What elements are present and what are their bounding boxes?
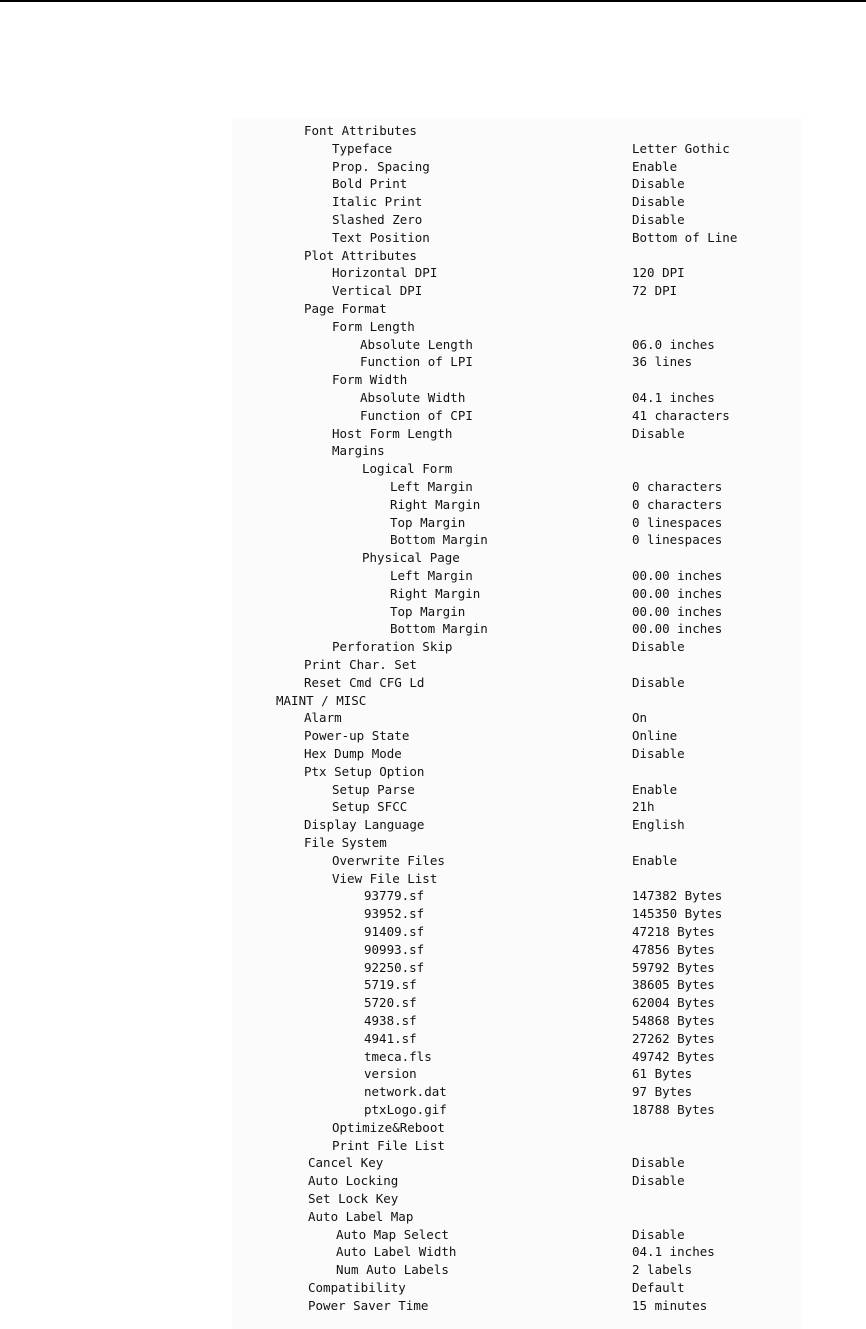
setting-label: Left Margin (390, 568, 473, 583)
setting-value: Enable (632, 852, 678, 868)
setting-value: 00.00 inches (632, 621, 723, 637)
setting-label: Top Margin (390, 603, 466, 619)
setting-value: 36 lines (632, 354, 693, 370)
setting-label: Logical Form (362, 461, 453, 477)
setting-value: 97 Bytes (632, 1084, 693, 1100)
setting-label: Auto Label Map (308, 1208, 414, 1224)
setting-label: File System (304, 835, 387, 850)
setting-value: 00.00 inches (632, 568, 723, 583)
setting-value: 41 characters (632, 407, 730, 423)
setting-value: Bottom of Line (632, 229, 738, 245)
setting-label: 5719.sf (364, 977, 417, 993)
setting-value: Disable (632, 1173, 685, 1189)
setting-label: Print Char. Set (304, 657, 417, 672)
setting-value: Enable (632, 158, 678, 174)
setting-label: Power Saver Time (308, 1297, 429, 1313)
setting-label: 90993.sf (364, 941, 425, 957)
setting-value: 21h (632, 799, 655, 815)
setting-label: Power-up State (304, 728, 410, 744)
setting-label: Italic Print (332, 194, 423, 210)
setting-value: 0 characters (632, 479, 723, 494)
setting-value: 0 linespaces (632, 532, 723, 548)
setting-label: 93779.sf (364, 888, 425, 904)
setting-value: 04.1 inches (632, 1244, 715, 1260)
page-top-rule (0, 0, 866, 2)
setting-label: Form Length (332, 318, 415, 334)
setting-value: Disable (632, 639, 685, 655)
setting-value: Disable (632, 194, 685, 210)
setting-label: Plot Attributes (304, 247, 417, 263)
setting-value: Letter Gothic (632, 140, 730, 156)
setting-value: 120 DPI (632, 265, 685, 281)
setting-label: Page Format (304, 301, 387, 316)
setting-label: Host Form Length (332, 425, 453, 441)
setting-value: Default (632, 1280, 685, 1295)
setting-label: Display Language (304, 817, 425, 833)
setting-label: tmeca.fls (364, 1048, 432, 1064)
setting-label: Function of CPI (360, 407, 473, 423)
setting-value: 72 DPI (632, 283, 678, 299)
setting-label: 4938.sf (364, 1013, 417, 1028)
setting-value: 47218 Bytes (632, 924, 715, 939)
setting-label: Setup SFCC (332, 799, 408, 815)
setting-label: Auto Map Select (336, 1226, 449, 1242)
setting-label: Cancel Key (308, 1155, 384, 1171)
setting-label: Margins (332, 443, 385, 459)
setting-label: Ptx Setup Option (304, 763, 425, 779)
setting-label: Bottom Margin (390, 532, 488, 548)
setting-label: Overwrite Files (332, 852, 445, 868)
setting-label: Bold Print (332, 176, 408, 192)
setting-value: 18788 Bytes (632, 1102, 715, 1117)
setting-value: Disable (632, 674, 685, 690)
setting-label: View File List (332, 870, 438, 886)
setting-value: 38605 Bytes (632, 977, 715, 993)
setting-label: Auto Label Width (336, 1244, 457, 1260)
setting-label: Function of LPI (360, 354, 473, 370)
setting-label: 4941.sf (364, 1030, 417, 1046)
setting-value: Online (632, 728, 678, 744)
setting-label: Slashed Zero (332, 212, 423, 227)
setting-value: Disable (632, 1226, 685, 1242)
setting-value: 06.0 inches (632, 336, 715, 352)
setting-label: 93952.sf (364, 906, 425, 922)
setting-label: MAINT / MISC (276, 692, 367, 708)
setting-value: 145350 Bytes (632, 906, 723, 922)
setting-label: Alarm (304, 710, 342, 726)
setting-value: 47856 Bytes (632, 941, 715, 957)
setting-value: 27262 Bytes (632, 1030, 715, 1046)
setting-label: Right Margin (390, 496, 481, 512)
setting-value: Disable (632, 425, 685, 441)
setting-label: 5720.sf (364, 995, 417, 1011)
setting-value: Enable (632, 781, 678, 797)
setting-label: Left Margin (390, 479, 473, 494)
setting-label: Optimize&Reboot (332, 1119, 445, 1135)
setting-label: Typeface (332, 140, 393, 156)
setting-label: Absolute Width (360, 390, 466, 405)
setting-label: Top Margin (390, 514, 466, 530)
setting-label: ptxLogo.gif (364, 1102, 447, 1117)
setting-label: Hex Dump Mode (304, 746, 402, 761)
setting-value: On (632, 710, 648, 726)
setting-label: Prop. Spacing (332, 158, 430, 174)
setting-label: Absolute Length (360, 336, 473, 352)
setting-label: network.dat (364, 1084, 447, 1100)
setting-label: Text Position (332, 229, 430, 245)
setting-label: Perforation Skip (332, 639, 453, 655)
setting-value: 00.00 inches (632, 603, 723, 619)
setting-value: Disable (632, 746, 685, 761)
setting-label: Compatibility (308, 1280, 406, 1295)
setting-label: Num Auto Labels (336, 1262, 449, 1278)
setting-label: Font Attributes (304, 123, 417, 138)
setting-value: 62004 Bytes (632, 995, 715, 1011)
setting-value: 15 minutes (632, 1297, 708, 1313)
setting-label: Setup Parse (332, 781, 415, 797)
setting-label: Auto Locking (308, 1173, 399, 1189)
setting-value: 0 linespaces (632, 514, 723, 530)
setting-value: 147382 Bytes (632, 888, 723, 904)
setting-value: Disable (632, 176, 685, 192)
setting-value: 61 Bytes (632, 1066, 693, 1082)
setting-value: 49742 Bytes (632, 1048, 715, 1064)
setting-value: Disable (632, 212, 685, 227)
setting-label: Right Margin (390, 585, 481, 601)
setting-value: 00.00 inches (632, 585, 723, 601)
setting-label: 92250.sf (364, 959, 425, 975)
setting-label: Set Lock Key (308, 1191, 399, 1206)
setting-label: Reset Cmd CFG Ld (304, 674, 425, 690)
setting-label: Horizontal DPI (332, 265, 438, 281)
setting-label: version (364, 1066, 417, 1082)
setting-label: Form Width (332, 372, 408, 388)
setting-value: 0 characters (632, 496, 723, 512)
setting-value: English (632, 817, 685, 833)
setting-value: 04.1 inches (632, 390, 715, 405)
setting-value: 2 labels (632, 1262, 693, 1278)
setting-value: Disable (632, 1155, 685, 1171)
setting-label: Print File List (332, 1137, 445, 1153)
setting-label: Bottom Margin (390, 621, 488, 637)
setting-label: Physical Page (362, 550, 460, 566)
setting-label: 91409.sf (364, 924, 425, 939)
setting-label: Vertical DPI (332, 283, 423, 299)
setting-value: 59792 Bytes (632, 959, 715, 975)
setting-value: 54868 Bytes (632, 1013, 715, 1028)
